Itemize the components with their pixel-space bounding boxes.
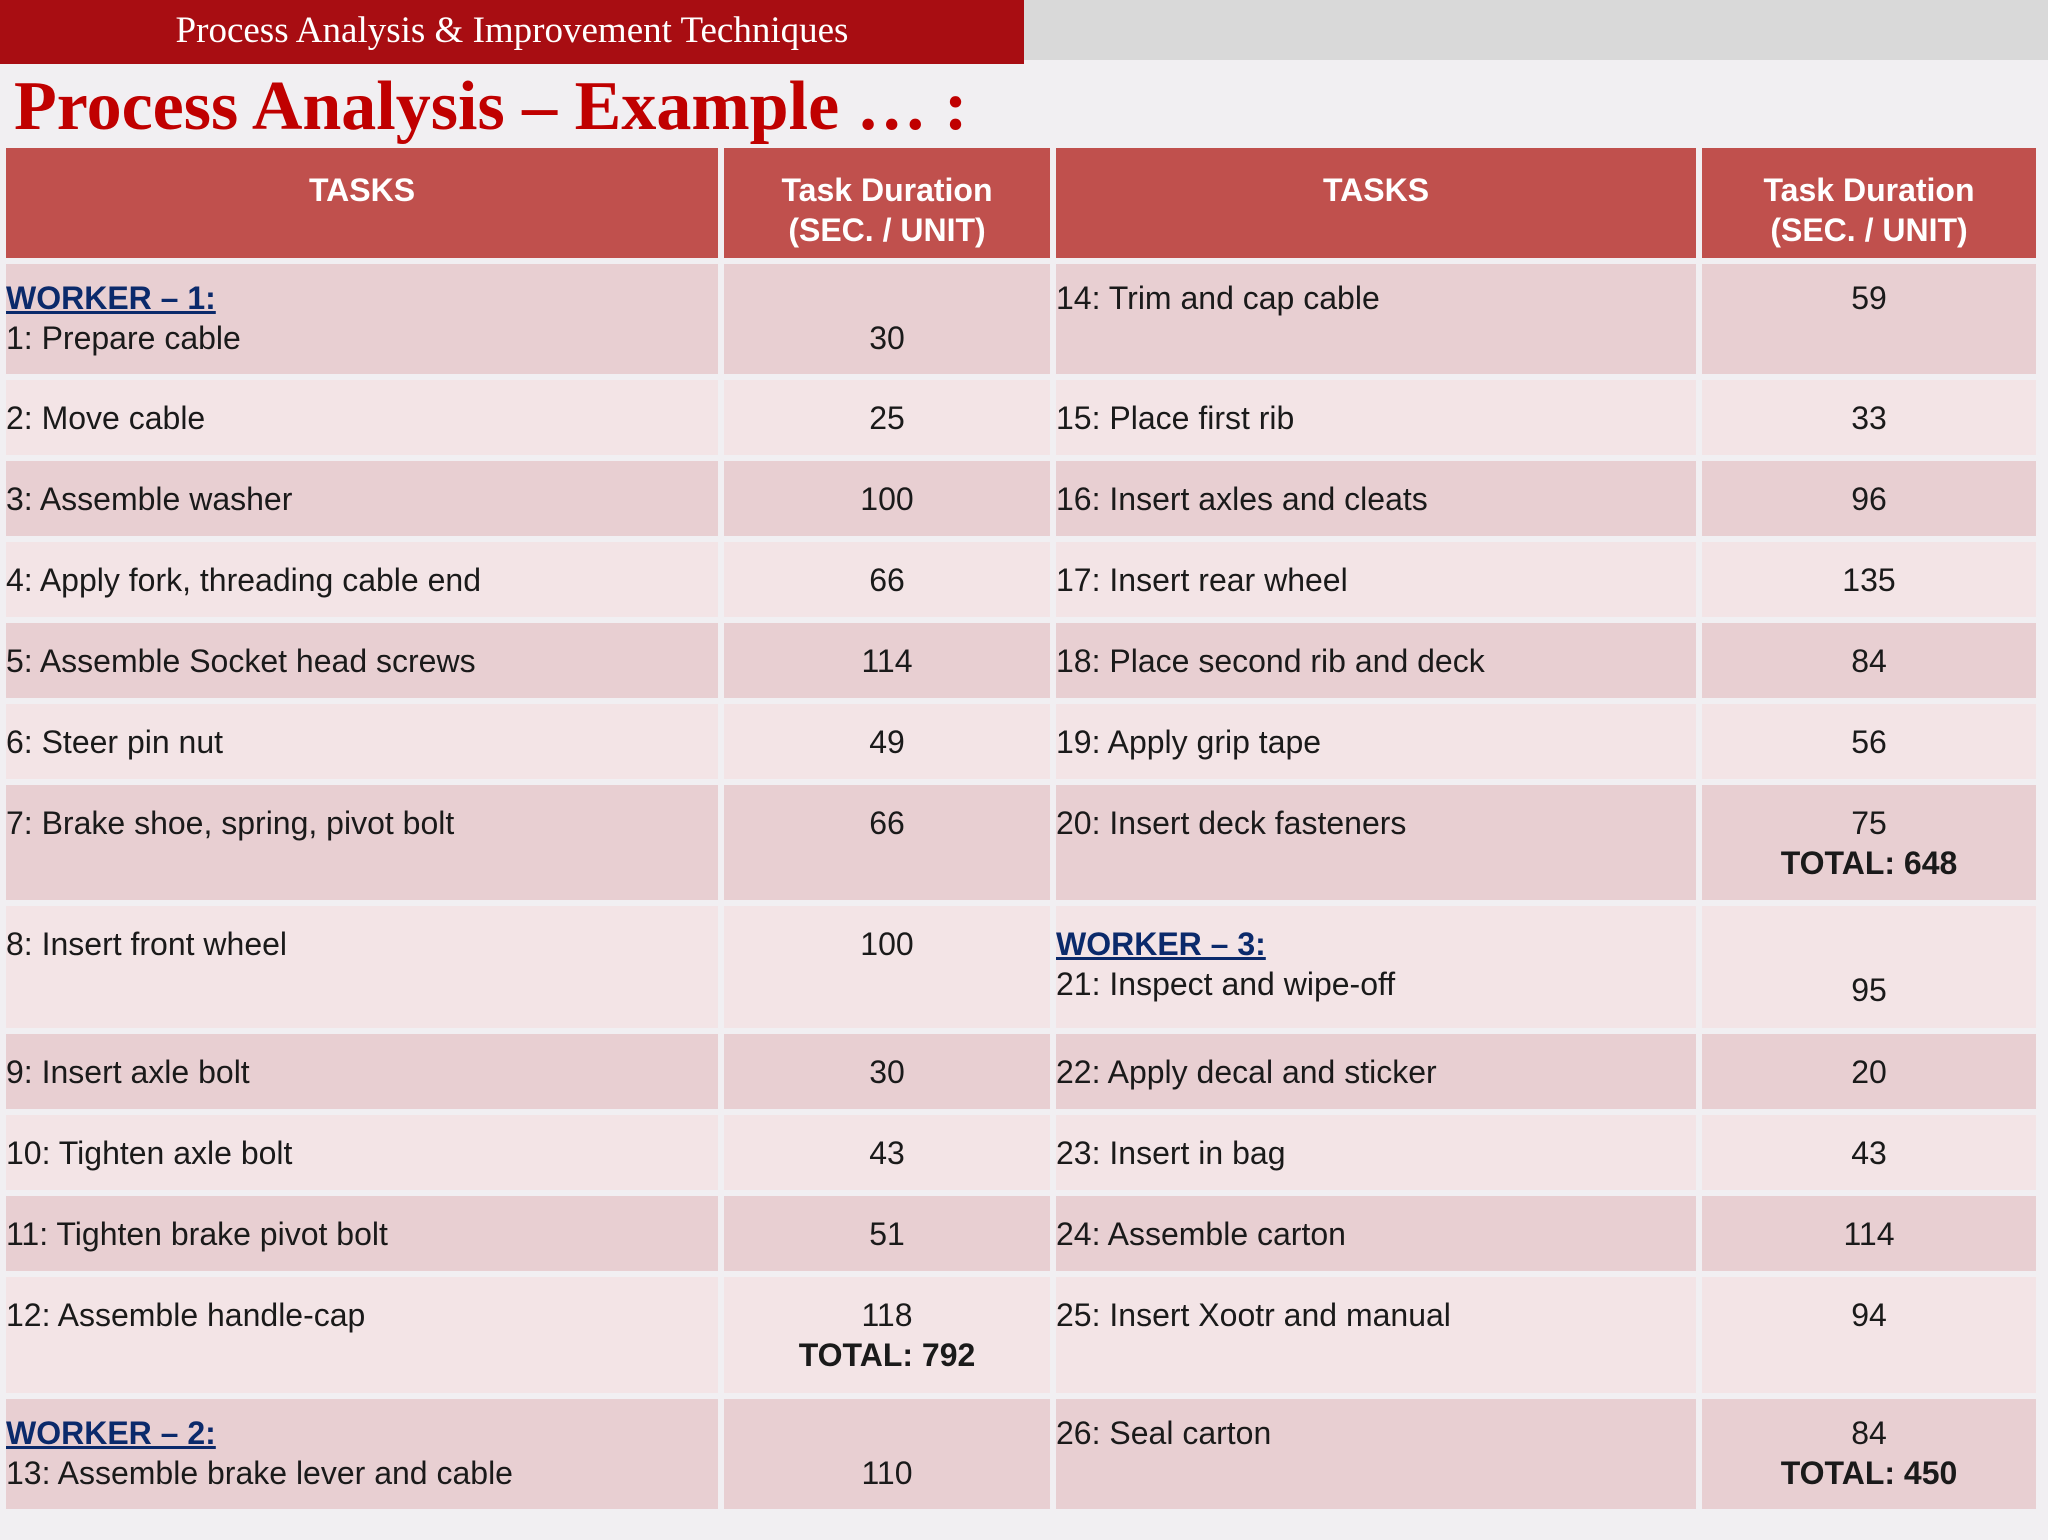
task-cell: 17: Insert rear wheel <box>1056 542 1696 617</box>
task-cell: 6: Steer pin nut <box>6 704 718 779</box>
table-row <box>6 704 2036 779</box>
header-bar-right <box>1024 0 2048 60</box>
table-row <box>6 1399 2036 1509</box>
duration-cell: 49 <box>724 704 1050 779</box>
duration-cell: 114 <box>724 623 1050 698</box>
task-cell: WORKER – 2: 13: Assemble brake lever and cable <box>6 1399 718 1509</box>
task-cell: 2: Move cable <box>6 380 718 455</box>
duration-cell: 84 <box>1702 623 2036 698</box>
task-cell: 20: Insert deck fasteners <box>1056 785 1696 900</box>
task-cell: 4: Apply fork, threading cable end <box>6 542 718 617</box>
duration-cell: 43 <box>724 1115 1050 1190</box>
duration-cell: 51 <box>724 1196 1050 1271</box>
duration-cell: 110 <box>724 1399 1050 1509</box>
header-duration-left: Task Duration (SEC. / UNIT) <box>724 148 1050 258</box>
duration-cell: 118 TOTAL: 792 <box>724 1277 1050 1393</box>
table-row <box>6 542 2036 617</box>
task-cell: 7: Brake shoe, spring, pivot bolt <box>6 785 718 900</box>
duration-cell: 30 <box>724 1034 1050 1109</box>
duration-cell: 75 TOTAL: 648 <box>1702 785 2036 900</box>
duration-cell: 94 <box>1702 1277 2036 1393</box>
duration-cell: 30 <box>724 264 1050 374</box>
task-cell: 11: Tighten brake pivot bolt <box>6 1196 718 1271</box>
task-cell: 23: Insert in bag <box>1056 1115 1696 1190</box>
task-cell: 24: Assemble carton <box>1056 1196 1696 1271</box>
duration-cell: 100 <box>724 461 1050 536</box>
table-row <box>6 623 2036 698</box>
table-row <box>6 1115 2036 1190</box>
task-cell: WORKER – 3: 21: Inspect and wipe-off <box>1056 906 1696 1028</box>
task-cell: 18: Place second rib and deck <box>1056 623 1696 698</box>
total-label: TOTAL: 648 <box>1780 845 1958 881</box>
worker-label: WORKER – 3: <box>1056 926 1266 962</box>
table-row <box>6 1277 2036 1393</box>
table-header-row <box>6 148 2036 258</box>
table-row <box>6 1034 2036 1109</box>
table-row <box>6 461 2036 536</box>
duration-cell: 114 <box>1702 1196 2036 1271</box>
table-row <box>6 1196 2036 1271</box>
banner-title: Process Analysis & Improvement Techniques <box>175 9 849 51</box>
total-label: TOTAL: 450 <box>1780 1455 1958 1491</box>
duration-cell: 56 <box>1702 704 2036 779</box>
task-cell: 26: Seal carton <box>1056 1399 1696 1509</box>
task-cell: 15: Place first rib <box>1056 380 1696 455</box>
task-cell: 22: Apply decal and sticker <box>1056 1034 1696 1109</box>
duration-cell: 96 <box>1702 461 2036 536</box>
duration-cell: 59 <box>1702 264 2036 374</box>
total-label: TOTAL: 792 <box>798 1337 976 1373</box>
task-cell: WORKER – 1: 1: Prepare cable <box>6 264 718 374</box>
duration-cell: 66 <box>724 785 1050 900</box>
task-cell: 19: Apply grip tape <box>1056 704 1696 779</box>
task-cell: 12: Assemble handle-cap <box>6 1277 718 1393</box>
duration-cell: 66 <box>724 542 1050 617</box>
header-tasks-left: TASKS <box>6 148 718 258</box>
duration-cell: 43 <box>1702 1115 2036 1190</box>
header-duration-right: Task Duration (SEC. / UNIT) <box>1702 148 2036 258</box>
task-cell: 14: Trim and cap cable <box>1056 264 1696 374</box>
duration-cell: 20 <box>1702 1034 2036 1109</box>
task-cell: 3: Assemble washer <box>6 461 718 536</box>
duration-cell: 33 <box>1702 380 2036 455</box>
duration-cell: 100 <box>724 906 1050 1028</box>
duration-cell: 95 <box>1702 906 2036 1028</box>
duration-cell: 25 <box>724 380 1050 455</box>
task-cell: 9: Insert axle bolt <box>6 1034 718 1109</box>
task-cell: 10: Tighten axle bolt <box>6 1115 718 1190</box>
page-title: Process Analysis – Example … : <box>14 68 968 145</box>
table-row <box>6 264 2036 374</box>
table-row <box>6 906 2036 1028</box>
table-row <box>6 785 2036 900</box>
header-tasks-right: TASKS <box>1056 148 1696 258</box>
task-cell: 5: Assemble Socket head screws <box>6 623 718 698</box>
duration-cell: 135 <box>1702 542 2036 617</box>
task-duration-table <box>0 142 2042 1515</box>
header-banner <box>0 0 1024 60</box>
task-cell: 8: Insert front wheel <box>6 906 718 1028</box>
worker-label: WORKER – 2: <box>6 1415 216 1451</box>
duration-cell: 84 TOTAL: 450 <box>1702 1399 2036 1509</box>
worker-label: WORKER – 1: <box>6 280 216 316</box>
task-cell: 25: Insert Xootr and manual <box>1056 1277 1696 1393</box>
task-cell: 16: Insert axles and cleats <box>1056 461 1696 536</box>
table-row <box>6 380 2036 455</box>
